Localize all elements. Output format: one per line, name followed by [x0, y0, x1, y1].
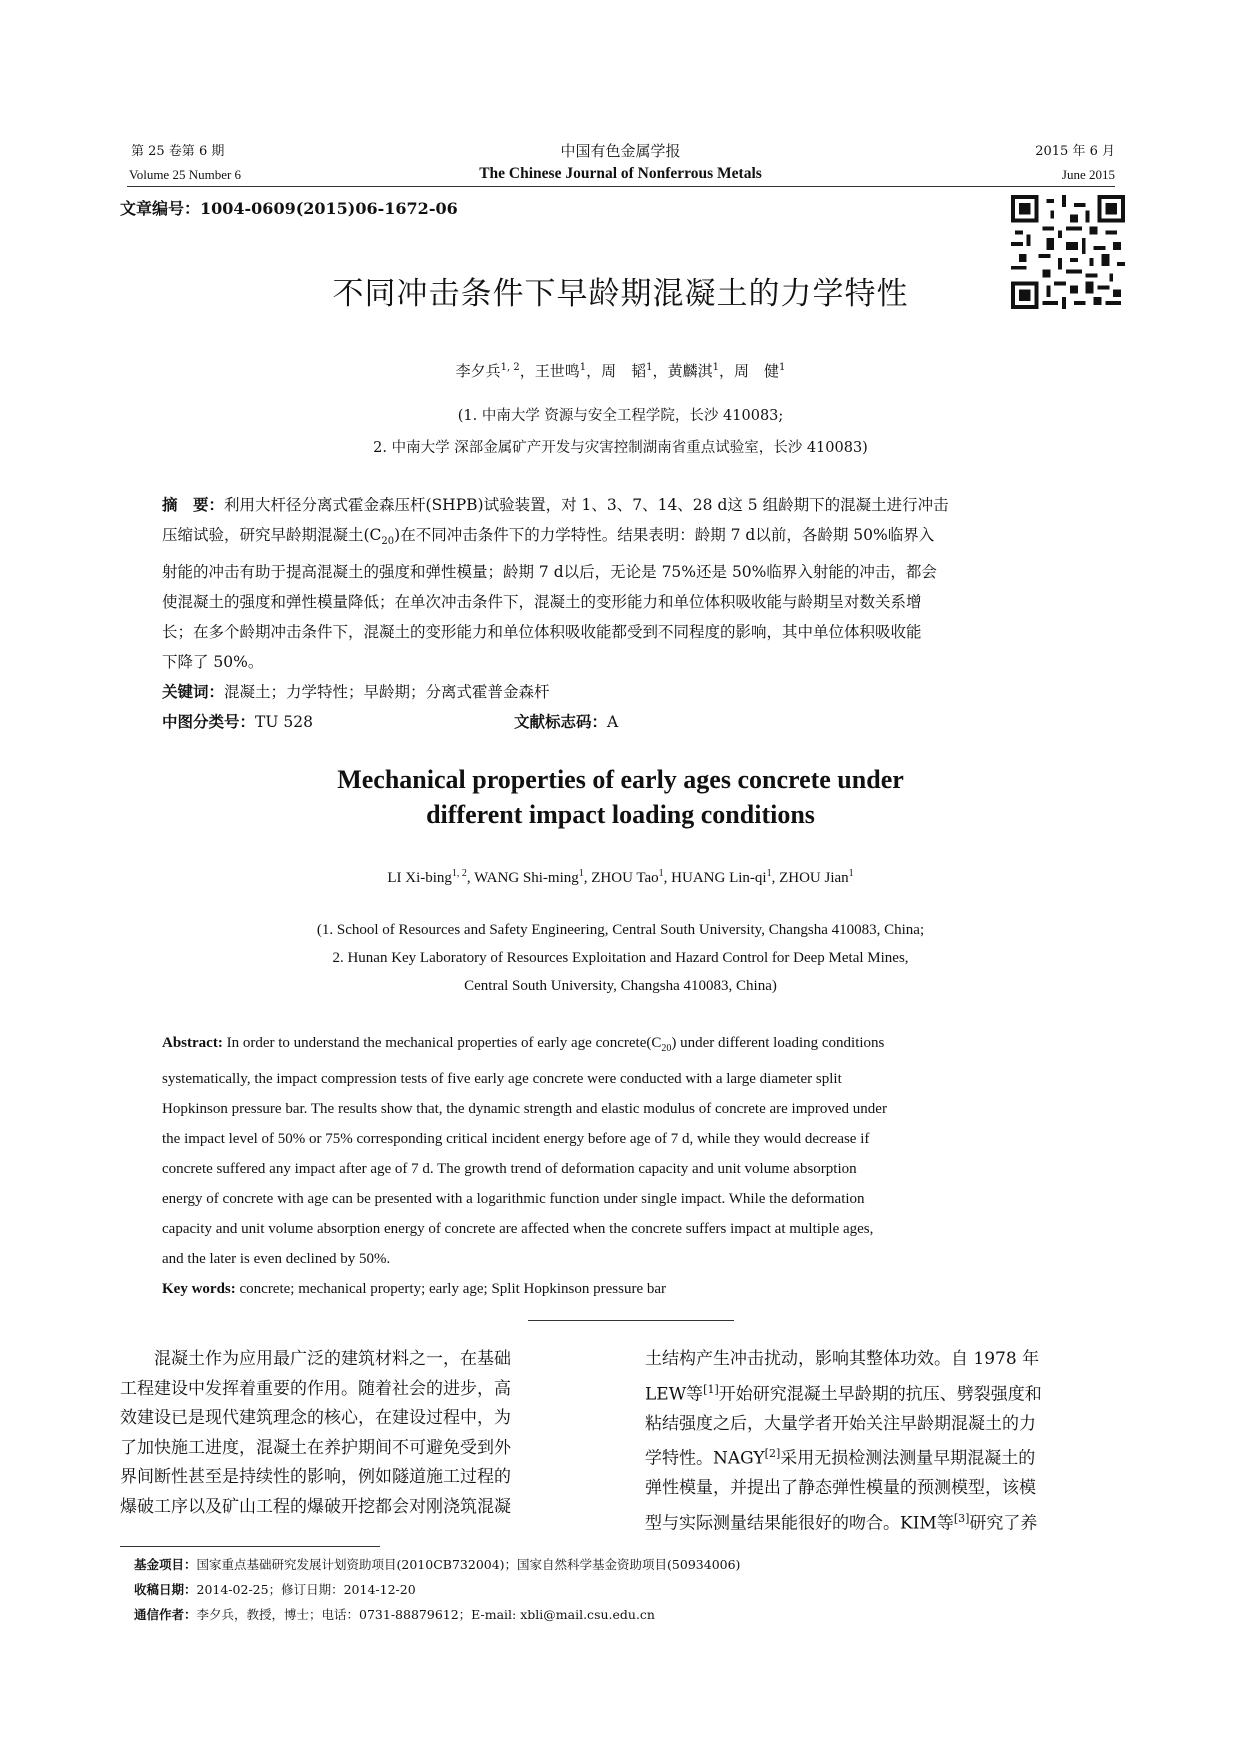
doc-code-value: A: [607, 713, 619, 732]
keywords-cn-label: 关键词：: [162, 682, 225, 702]
affiliation-en-line: Central South University, Changsha 410083, China): [464, 978, 777, 994]
body-line: 界间断性甚至是持续性的影响，例如隧道施工过程的: [120, 1467, 511, 1487]
en-author-affiliation-mark: 1: [766, 868, 772, 879]
cn-author-affiliation-mark: 1: [778, 362, 786, 373]
abstract-cn-line: 使混凝土的强度和弹性模量降低；在单次冲击条件下，混凝土的变形能力和单位体积吸收能与龄期呈对数关系增: [162, 593, 922, 612]
cn-author-name: 周 健: [733, 362, 779, 380]
cn-author-affiliation-mark: 1: [579, 362, 587, 373]
abstract-en-label: Abstract:: [162, 1035, 223, 1051]
keywords-cn: 关键词：混凝土；力学特性；早龄期；分离式霍普金森杆: [162, 682, 550, 702]
footnote-corresponding-author: 通信作者：李夕兵，教授，博士；电话：0731-88879612；E-mail: xbli@mail.csu.edu.cn: [134, 1607, 655, 1622]
citation-mark: [1]: [703, 1382, 719, 1396]
author-list-cn: 李夕兵$^{1, 2}$，王世鸣$^1$，周 韬$^1$，黄麟淇$^1$，周 健$^1$: [455, 362, 786, 380]
cn-author-affiliation-mark: 1: [712, 362, 719, 373]
section-divider: [528, 1320, 734, 1321]
clc-value: TU 528: [255, 713, 313, 732]
volume-cn: 第 25 卷第 6 期: [131, 144, 225, 159]
en-author-name: LI Xi-bing: [387, 870, 452, 886]
en-author-name: ZHOU Jian: [779, 870, 849, 886]
abstract-en-line: Hopkinson pressure bar. The results show that, the dynamic strength and elastic modulus of concrete are improved under: [162, 1101, 887, 1117]
paper-title-cn: 不同冲击条件下早龄期混凝土的力学特性: [332, 276, 909, 312]
abstract-cn-line: 下降了 50%。: [162, 653, 264, 672]
abstract-en-line: systematically, the impact compression tests of five early age concrete were conducted with a large diameter split: [162, 1071, 842, 1087]
abstract-en-line: capacity and unit volume absorption energy of concrete are affected when the concrete suffers impact at multiple ages,: [162, 1221, 874, 1237]
cn-author-name: 黄麟淇: [667, 362, 713, 380]
en-author-affiliation-mark: 1: [848, 868, 854, 879]
header-rule: [127, 186, 1115, 187]
abstract-cn-line: 摘 要：利用大杆径分离式霍金森压杆(SHPB)试验装置，对 1、3、7、14、28 d这 5 组龄期下的混凝土进行冲击: [162, 495, 949, 514]
cn-author-affiliation-mark: 1: [646, 362, 653, 373]
paper-title-en: [0, 762, 1241, 832]
abstract-en-line: and the later is even declined by 50%.: [162, 1251, 391, 1267]
date-cn: 2015 年 6 月: [1035, 144, 1115, 159]
abstract-en-line: energy of concrete with age can be presented with a logarithmic function under single impact. While the deformation: [162, 1191, 865, 1207]
body-line: 效建设已是现代建筑理念的核心，在建设过程中，为: [120, 1408, 511, 1428]
en-author-name: HUANG Lin-qi: [671, 870, 767, 886]
en-author-affiliation-mark: 1: [578, 868, 584, 879]
classification-row: [162, 707, 1084, 737]
cn-author-name: 王世鸣: [534, 362, 580, 380]
body-line: LEW等[1]开始研究混凝土早龄期的抗压、劈裂强度和: [645, 1382, 1042, 1405]
affiliation-cn-1: (1. 中南大学 资源与安全工程学院，长沙 410083;: [457, 408, 784, 424]
en-author-affiliation-mark: 1, 2: [451, 868, 467, 879]
abstract-cn-line: 射能的冲击有助于提高混凝土的强度和弹性模量；龄期 7 d以后，无论是 75%还是 50%临界入射能的冲击，都会: [162, 563, 937, 582]
paper-title-en-line: Mechanical properties of early ages concrete under: [337, 765, 904, 794]
article-number: 文章编号：1004-0609(2015)06-1672-06: [120, 199, 458, 218]
body-line: 爆破工序以及矿山工程的爆破开挖都会对刚浇筑混凝: [120, 1496, 511, 1517]
volume-en: Volume 25 Number 6: [129, 167, 242, 182]
affiliation-en-line: 2. Hunan Key Laboratory of Resources Exploitation and Hazard Control for Deep Metal Mines,: [332, 950, 909, 966]
journal-name-en: The Chinese Journal of Nonferrous Metals: [479, 165, 762, 182]
body-line: 弹性模量，并提出了静态弹性模量的预测模型，该模: [645, 1478, 1036, 1499]
footnote-dates: 收稿日期：2014-02-25；修订日期：2014-12-20: [134, 1582, 416, 1597]
citation-mark: [2]: [764, 1447, 781, 1461]
affiliation-cn-2: 2. 中南大学 深部金属矿产开发与灾害控制湖南省重点试验室，长沙 410083): [373, 440, 868, 456]
body-line: 学特性。NAGY[2]采用无损检测法测量早期混凝土的: [645, 1447, 1036, 1469]
body-column-right: [645, 1345, 1125, 1539]
citation-mark: [3]: [953, 1511, 970, 1525]
affiliation-en-line: (1. School of Resources and Safety Engineering, Central South University, Changsha 410083, China;: [316, 922, 925, 938]
abstract-cn-line: 长；在多个龄期冲击条件下，混凝土的变形能力和单位体积吸收能都受到不同程度的影响，其中单位体积吸收能: [162, 623, 922, 642]
author-list-en: LI Xi-bing$^{1, 2}$, WANG Shi-ming$^1$, ZHOU Tao$^1$, HUANG Lin-$qi^1$, ZHOU Jian$^1$: [387, 868, 854, 886]
body-column-left: [120, 1345, 600, 1522]
en-author-name: WANG Shi-ming: [474, 870, 579, 886]
body-line: 土结构产生冲击扰动，影响其整体功效。自 1978 年: [645, 1349, 1040, 1369]
clc-label: 中图分类号：: [162, 712, 256, 732]
journal-name-cn: 中国有色金属学报: [560, 142, 681, 160]
abstract-en-line: Abstract: In order to understand the mechanical properties of early age $concrete(C_{20})$ under different loading conditions: [162, 1035, 885, 1054]
body-line: 粘结强度之后，大量学者开始关注早龄期混凝土的力: [645, 1413, 1036, 1434]
date-en: June 2015: [1061, 167, 1115, 182]
paper-title-en-line: different impact loading conditions: [426, 800, 815, 829]
abstract-cn-label: 摘 要：: [162, 495, 225, 514]
keywords-en-label: Key words:: [162, 1281, 236, 1297]
cn-author-name: 李夕兵: [455, 362, 501, 380]
cn-author-affiliation-mark: 1, 2: [500, 362, 520, 373]
abstract-en: [162, 1028, 1084, 1304]
body-line: 混凝土作为应用最广泛的建筑材料之一，在基础: [154, 1349, 511, 1369]
en-author-name: ZHOU Tao: [591, 870, 659, 886]
abstract-cn-line: 压缩试验，研究早龄期混凝土$(C_{20})$在不同冲击条件下的力学特性。结果表明：龄期 7 d以前，各龄期 50%临界入: [162, 526, 935, 548]
body-line: 型与实际测量结果能很好的吻合。KIM等[3]研究了养: [645, 1511, 1038, 1534]
footnotes: [134, 1552, 1124, 1627]
footnote-funding: 基金项目：国家重点基础研究发展计划资助项目(2010CB732004)；国家自然科学基金资助项目(50934006): [134, 1557, 741, 1572]
footnote-rule: [120, 1546, 380, 1547]
doc-code-label: 文献标志码：: [514, 712, 608, 732]
cn-author-name: 周 韬: [601, 362, 647, 380]
abstract-cn: [162, 490, 1084, 737]
body-line: 了加快施工进度，混凝土在养护期间不可避免受到外: [120, 1437, 511, 1458]
keywords-en: Key words: concrete; mechanical property; early age; Split Hopkinson pressure bar: [162, 1281, 667, 1297]
abstract-en-line: the impact level of 50% or 75% corresponding critical incident energy before age of 7 d, while they would decrease if: [162, 1131, 870, 1147]
abstract-en-line: concrete suffered any impact after age of 7 d. The growth trend of deformation capacity and unit volume absorption: [162, 1161, 857, 1177]
body-line: 工程建设中发挥着重要的作用。随着社会的进步，高: [120, 1378, 511, 1399]
affiliations-en: [0, 916, 1241, 1000]
en-author-affiliation-mark: 1: [658, 868, 664, 879]
